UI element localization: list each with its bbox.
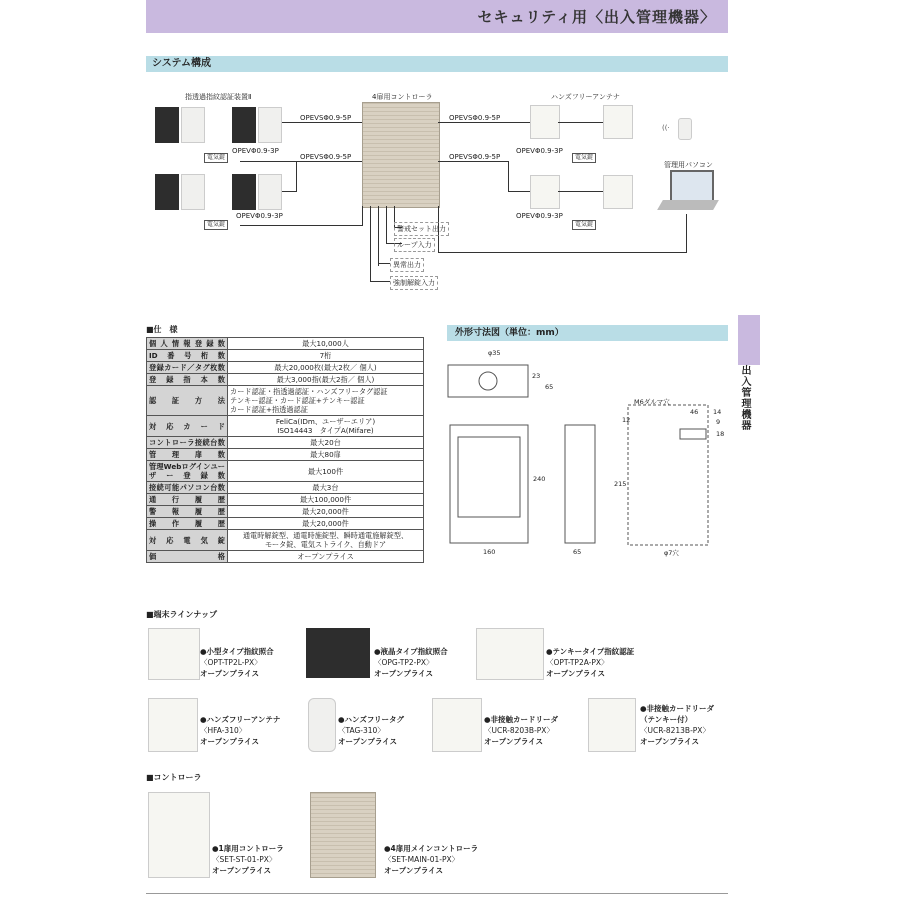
io-label-1: 警戒セット出力 (394, 222, 449, 236)
cable-line (378, 263, 390, 264)
cable-label-opev-2: OPEVΦ0.9-3P (236, 212, 283, 220)
spec-key: 価格 (147, 551, 228, 563)
spec-row (147, 416, 424, 437)
cable-label-opev-3: OPEVΦ0.9-3P (516, 147, 563, 155)
lineup-title: ■端末ラインナップ (146, 610, 218, 619)
spec-value: 通電時解錠型、通電時施錠型、瞬時通電施解錠型、 モータ錠、電気ストライク、自動ドア (228, 530, 424, 551)
spec-key: ID番号桁数 (147, 350, 228, 362)
dim-18: 18 (716, 430, 725, 438)
side-tab-label: 出入管理機器 (739, 365, 750, 431)
finger-device-4 (232, 172, 282, 212)
spec-row (147, 518, 424, 530)
top-view-outline (448, 365, 528, 397)
electric-lock-box-2: 電気錠 (204, 220, 228, 230)
spec-row (147, 482, 424, 494)
cable-label-opevs-2: OPEVSΦ0.9-5P (300, 153, 352, 161)
dim-phi35: φ35 (488, 349, 501, 357)
product-name: ●ハンズフリーアンテナ (200, 715, 281, 724)
product-name: ●テンキータイプ指紋認証 (546, 647, 635, 656)
product-name: ●小型タイプ指紋照合 (200, 647, 274, 656)
antenna-device-1 (530, 105, 560, 139)
spec-value: 最大10,000人 (228, 338, 424, 350)
front-panel-outline (458, 437, 520, 517)
front-view-outline (450, 425, 528, 543)
finger-device-label: 指透過指紋認証装置Ⅱ (185, 93, 252, 101)
cable-line (558, 122, 603, 123)
controller-main01 (384, 843, 478, 876)
spec-value: 最大100,000件 (228, 494, 424, 506)
dimension-drawing (440, 345, 730, 565)
finger-device-2 (232, 105, 282, 145)
product-tp2 (374, 646, 448, 679)
dim-65b: 65 (573, 548, 582, 556)
product-name: ●非接触カードリーダ (640, 704, 715, 713)
dim-14: 14 (713, 408, 722, 416)
product-ucr8203 (484, 714, 558, 747)
product-model: 〈TAG-310〉 (338, 726, 385, 735)
cable-line (438, 122, 530, 123)
spec-key: 通行履歴 (147, 494, 228, 506)
electric-lock-box-3: 電気錠 (572, 153, 596, 163)
controller-label: 4扉用コントローラ (372, 93, 433, 101)
spec-row (147, 350, 424, 362)
product-tp2a (546, 646, 634, 679)
product-model: 〈SET-ST-01-PX〉 (212, 855, 277, 864)
dim-215: 215 (614, 480, 627, 488)
product-image-ucr8213 (588, 698, 636, 752)
cable-line (386, 206, 387, 244)
spec-value: 最大80扉 (228, 449, 424, 461)
spec-value: 最大20,000件 (228, 518, 424, 530)
product-price: オープンプライス (546, 669, 606, 678)
cable-label-opevs-1: OPEVSΦ0.9-5P (300, 114, 352, 122)
controller-image-main01 (310, 792, 376, 878)
cable-line (240, 161, 362, 162)
product-price: オープンプライス (200, 669, 260, 678)
electric-lock-box-4: 電気錠 (572, 220, 596, 230)
spec-row (147, 374, 424, 386)
spec-row (147, 449, 424, 461)
product-image-hfa (148, 698, 198, 752)
cable-line (438, 252, 687, 253)
wireless-signal-icon: ((· (662, 124, 670, 132)
product-ucr8213 (640, 703, 714, 747)
spec-row (147, 494, 424, 506)
spec-row (147, 437, 424, 449)
cable-label-opev-1: OPEVΦ0.9-3P (232, 147, 279, 155)
product-name: ●4扉用メインコントローラ (384, 844, 479, 853)
io-label-4: 強制解錠入力 (390, 276, 438, 290)
spec-value: 最大3,000指(最大2指／ 個人) (228, 374, 424, 386)
cable-line (282, 122, 362, 123)
cable-line (362, 206, 363, 226)
product-name: ●1扉用コントローラ (212, 844, 284, 853)
controller-image-st01 (148, 792, 210, 878)
spec-value: オープンプライス (228, 551, 424, 563)
spec-key: 管理Webログインユーザー登録数 (147, 461, 228, 482)
cable-label-opevs-4: OPEVSΦ0.9-5P (449, 153, 501, 161)
spec-key: 個人情報登録数 (147, 338, 228, 350)
product-hfa (200, 714, 280, 747)
product-subname: （テンキー付） (640, 715, 693, 724)
mount-slot-outline (680, 429, 706, 439)
controller-st01 (212, 843, 284, 876)
product-price: オープンプライス (338, 737, 398, 746)
controllers-title: ■コントローラ (146, 773, 202, 782)
cable-line (686, 214, 687, 252)
management-pc-image (660, 170, 716, 212)
dim-12: 12 (622, 416, 631, 424)
spec-row (147, 386, 424, 416)
spec-value: 最大3台 (228, 482, 424, 494)
product-image-tag (308, 698, 336, 752)
product-model: 〈SET-MAIN-01-PX〉 (384, 855, 460, 864)
spec-key: 認証方法 (147, 386, 228, 416)
cable-line (508, 161, 509, 191)
io-label-2: ループ入力 (394, 238, 435, 252)
antenna-label: ハンズフリーアンテナ (551, 93, 620, 101)
spec-title: ■仕 様 (146, 325, 178, 334)
antenna-device-2 (603, 105, 633, 139)
product-name: ●非接触カードリーダ (484, 715, 559, 724)
side-view-outline (565, 425, 595, 543)
product-model: 〈OPG-TP2-PX〉 (374, 658, 434, 667)
cable-line (240, 225, 362, 226)
spec-key: 対応電気錠 (147, 530, 228, 551)
spec-value: 最大100件 (228, 461, 424, 482)
dim-46: 46 (690, 408, 699, 416)
dim-240: 240 (533, 475, 546, 483)
dim-160: 160 (483, 548, 496, 556)
spec-row (147, 506, 424, 518)
product-model: 〈HFA-310〉 (200, 726, 247, 735)
spec-value: 7桁 (228, 350, 424, 362)
product-image-tp2 (306, 628, 370, 678)
dim-9: 9 (716, 418, 721, 426)
spec-key: 操作履歴 (147, 518, 228, 530)
product-model: 〈UCR-8203B-PX〉 (484, 726, 554, 735)
spec-row (147, 461, 424, 482)
cable-label-opev-4: OPEVΦ0.9-3P (516, 212, 563, 220)
product-model: 〈UCR-8213B-PX〉 (640, 726, 710, 735)
electric-lock-box-1: 電気錠 (204, 153, 228, 163)
finger-device-1 (155, 105, 205, 145)
product-price: オープンプライス (484, 737, 544, 746)
cable-line (282, 191, 297, 192)
spec-key: 管理扉数 (147, 449, 228, 461)
cable-hole-outline (479, 372, 497, 390)
product-price: オープンプライス (212, 866, 272, 875)
system-section-title: システム構成 (146, 56, 728, 72)
antenna-device-4 (603, 175, 633, 209)
spec-value: 最大20,000枚(最大2枚／ 個人) (228, 362, 424, 374)
product-name: ●ハンズフリータグ (338, 715, 405, 724)
product-tp2l (200, 646, 274, 679)
hands-free-tag-image (678, 118, 692, 140)
spec-key: 接続可能パソコン台数 (147, 482, 228, 494)
page-header-bar (146, 0, 728, 33)
io-label-3: 異常出力 (390, 258, 424, 272)
spec-value: FeliCa(IDm、ユーザーエリア) ISO14443 タイプA(Mifare) (228, 416, 424, 437)
product-price: オープンプライス (374, 669, 434, 678)
dim-m6-hole: M6ダルマ穴 (634, 398, 670, 406)
spec-key: 登録指本数 (147, 374, 228, 386)
cable-line (370, 206, 371, 282)
cable-line (378, 206, 379, 266)
product-image-tp2l (148, 628, 200, 680)
product-price: オープンプライス (384, 866, 444, 875)
dim-phi7: φ7穴 (664, 549, 679, 557)
product-image-tp2a (476, 628, 544, 680)
dimension-section-title: 外形寸法図（単位：mm） (447, 325, 728, 341)
spec-key: 登録カード／タグ枚数 (147, 362, 228, 374)
product-price: オープンプライス (200, 737, 260, 746)
spec-key: 対応カード (147, 416, 228, 437)
dim-65a: 65 (545, 383, 554, 391)
product-image-ucr8203 (432, 698, 482, 752)
product-price: オープンプライス (640, 737, 700, 746)
cable-label-opevs-3: OPEVSΦ0.9-5P (449, 114, 501, 122)
spec-row (147, 530, 424, 551)
spec-value: カード認証・指透過認証・ハンズフリータグ認証 テンキー認証・カード認証+テンキー認証 カード認証+指透過認証 (228, 386, 424, 416)
cable-line (438, 161, 508, 162)
cable-line (508, 191, 530, 192)
mount-view-outline (628, 405, 708, 545)
side-tab-marker (738, 315, 760, 365)
antenna-device-3 (530, 175, 560, 209)
dim-23: 23 (532, 372, 541, 380)
spec-table (146, 337, 424, 563)
spec-row (147, 551, 424, 563)
spec-row (147, 362, 424, 374)
product-name: ●液晶タイプ指紋照合 (374, 647, 448, 656)
cable-line (558, 191, 603, 192)
spec-value: 最大20,000件 (228, 506, 424, 518)
spec-row (147, 338, 424, 350)
spec-key: 警報履歴 (147, 506, 228, 518)
four-door-controller-image (362, 102, 440, 208)
bottom-rule (146, 893, 728, 894)
product-tag (338, 714, 404, 747)
cable-line (370, 281, 390, 282)
finger-device-3 (155, 172, 205, 212)
page-title: セキュリティ用〈出入管理機器〉 (477, 8, 716, 26)
cable-line (296, 161, 297, 191)
product-model: 〈OPT-TP2A-PX〉 (546, 658, 609, 667)
spec-key: コントローラ接続台数 (147, 437, 228, 449)
spec-value: 最大20台 (228, 437, 424, 449)
pc-label: 管理用パソコン (664, 161, 713, 169)
product-model: 〈OPT-TP2L-PX〉 (200, 658, 262, 667)
